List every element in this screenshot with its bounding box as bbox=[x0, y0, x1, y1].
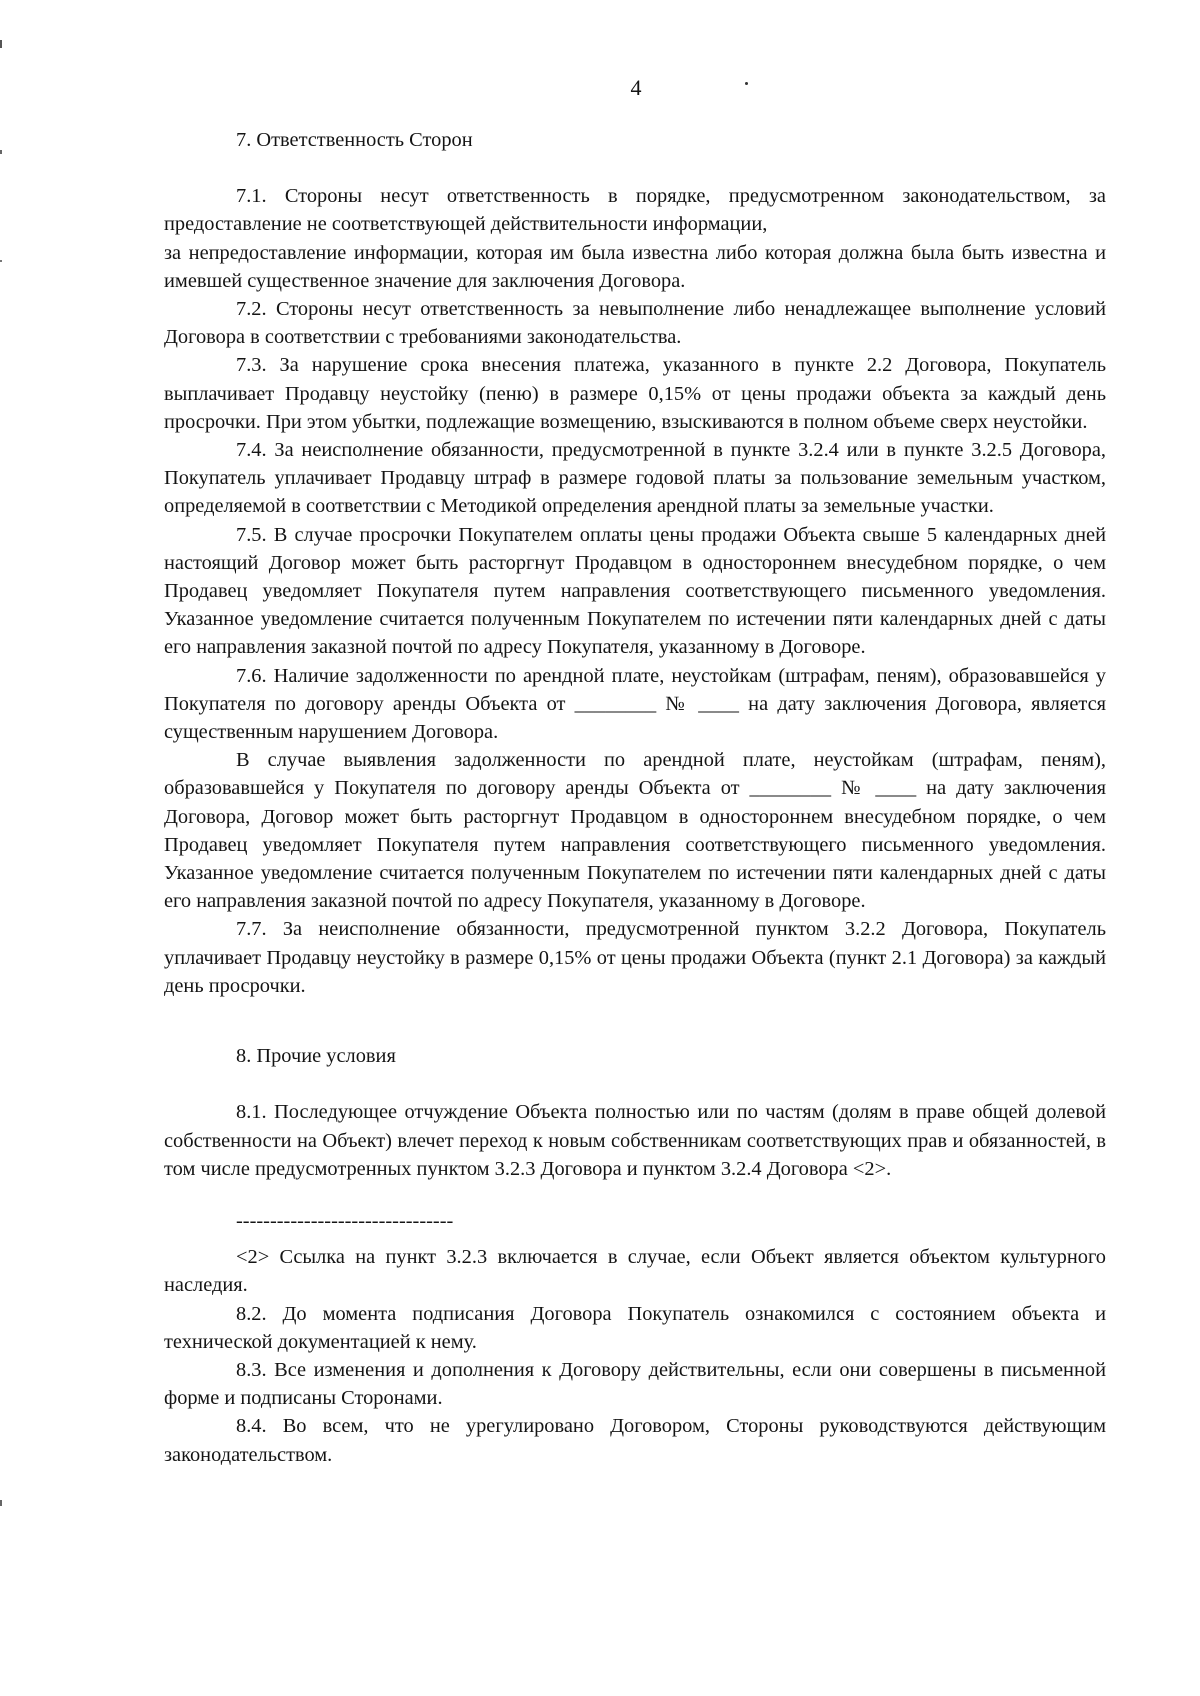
paragraph-7-5: 7.5. В случае просрочки Покупателем оплаты цены продажи Объекта свыше 5 календарных дней настоящий Договор может быть расторгнут Продавцом в одностороннем внесудебном порядке, о чем Продавец уведомляет Покупателя путем направления соответствующего письменного уведомления. Указанное уведомление считается полученным Покупателем по истечении пяти календарных дней с даты его направления заказной почтой по адресу Покупателя, указанному в Договоре. bbox=[164, 523, 1106, 659]
paragraph-7-3: 7.3. За нарушение срока внесения платежа, указанного в пункте 2.2 Договора, Покупатель выплачивает Продавцу неустойку (пеню) в размере 0,15% от цены продажи объекта за каждый день просрочки. При этом убытки, подлежащие возмещению, взыскиваются в полном объеме сверх неустойки. bbox=[164, 354, 1106, 433]
paragraph-8-1: 8.1. Последующее отчуждение Объекта полностью или по частям (долям в праве общей долевой собственности на Объект) влечет переход к новым собственникам соответствующих прав и обязанностей, в том числе предусмотренных пунктом 3.2.3 Договора и пунктом 3.2.4 Договора <2>. bbox=[164, 1101, 1106, 1180]
paragraph-7-6: 7.6. Наличие задолженности по арендной плате, неустойкам (штрафам, пеням), образовавшейся у Покупателя по договору аренды Объекта от ________ № ____ на дату заключения Договора, является существенным нарушением Договора. bbox=[164, 664, 1106, 744]
paragraph-7-2: 7.2. Стороны несут ответственность за невыполнение либо ненадлежащее выполнение условий Договора в соответствии с требованиями законодательства. bbox=[164, 298, 1106, 349]
paragraph-7-4: 7.4. За неисполнение обязанности, предусмотренной в пункте 3.2.4 или в пункте 3.2.5 Договора, Покупатель уплачивает Продавцу штраф в размере годовой платы за пользование земельным участком, определяемой в соответствии с Методикой определения арендной платы за земельные участки. bbox=[164, 439, 1106, 518]
paragraph-8-3: 8.3. Все изменения и дополнения к Договору действительны, если они совершены в письменной форме и подписаны Сторонами. bbox=[164, 1358, 1106, 1410]
section-8-heading: 8. Прочие условия bbox=[236, 1045, 396, 1068]
paragraph-8-2: 8.2. До момента подписания Договора Покупатель ознакомился с состоянием объекта и технической документацией к нему. bbox=[164, 1302, 1106, 1353]
paragraph-8-4: 8.4. Во всем, что не урегулировано Договором, Стороны руководствуются действующим законодательством. bbox=[164, 1415, 1106, 1466]
paragraph-7-7: 7.7. За неисполнение обязанности, предусмотренной пунктом 3.2.2 Договора, Покупатель уплачивает Продавцу неустойку в размере 0,15% от цены продажи Объекта (пункт 2.1 Договора) за каждый день просрочки. bbox=[164, 918, 1106, 997]
section-7-heading: 7. Ответственность Сторон bbox=[236, 129, 473, 151]
document-body bbox=[164, 126, 1106, 1469]
footnote-2: <2> Ссылка на пункт 3.2.3 включается в случае, если Объект является объектом культурного наследия. bbox=[164, 1246, 1106, 1297]
paragraph-7-1: 7.1. Стороны несут ответственность в порядке, предусмотренном законодательством, за предоставление не соответствующей действительности информации, bbox=[164, 185, 1106, 236]
paragraph-7-1-continued: за непредоставление информации, которая им была известна либо которая должна была быть известна и имевшей существенное значение для заключения Договора. bbox=[164, 241, 1106, 292]
scan-dot-artifact bbox=[745, 82, 748, 85]
page-number: 4 bbox=[630, 75, 642, 100]
scan-edge-artifact bbox=[0, 0, 2, 1696]
footnote-separator: -------------------------------- bbox=[236, 1209, 454, 1232]
paragraph-7-6-b: В случае выявления задолженности по арендной плате, неустойкам (штрафам, пеням), образовавшейся у Покупателя по договору аренды Объекта от ________ № ____ на дату заключения Договора, Договор может быть расторгнут Продавцом в одностороннем внесудебном порядке, о чем Продавец уведомляет Покупателя путем направления соответствующего письменного уведомления. Указанное уведомление считается полученным Покупателем по истечении пяти календарных дней с даты его направления заказной почтой по адресу Покупателя, указанному в Договоре. bbox=[164, 749, 1106, 913]
